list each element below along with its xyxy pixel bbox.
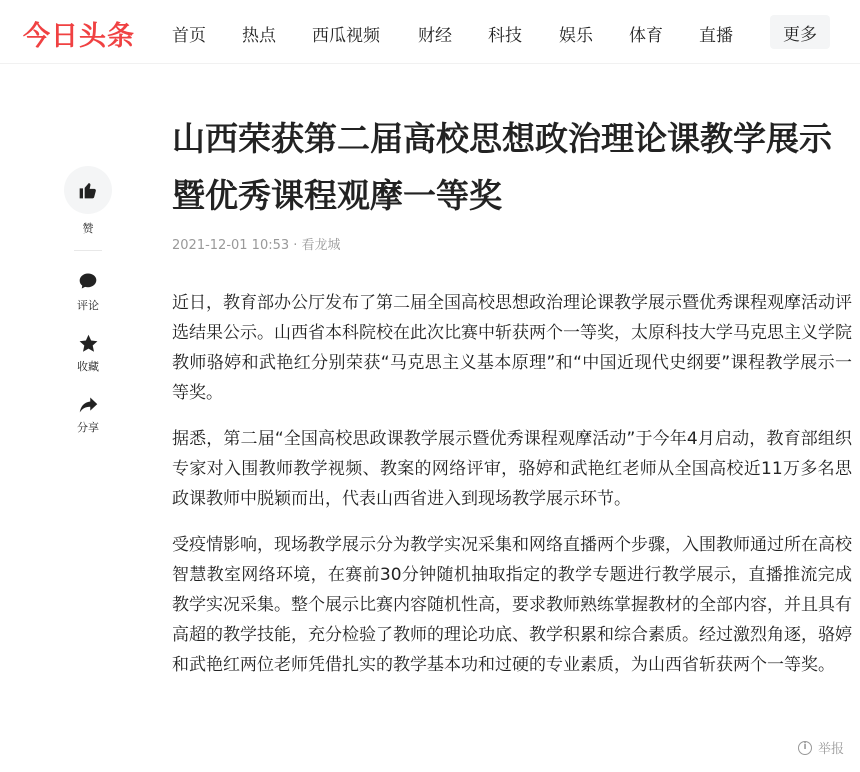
share-label: 分享 xyxy=(77,421,99,434)
article-paragraph: 受疫情影响，现场教学展示分为教学实况采集和网络直播两个步骤，入围教师通过所在高校智慧教室网络环境，在赛前30分钟随机抽取指定的教学专题进行教学展示，直播推流完成教学实况采集。整个展示比赛内容随机性高，要求教师熟练掌握教材的全部内容，并且具有高超的教学技能，充分检验了教师的理论功底、教学积累和综合素质。经过激烈角逐，骆婷和武艳红两位老师凭借扎实的教学基本功和过硬的专业素质，为山西省斩获两个一等奖。 xyxy=(172,535,852,675)
share-icon[interactable] xyxy=(77,393,99,415)
star-icon[interactable] xyxy=(77,332,99,354)
site-logo[interactable]: 今日头条 xyxy=(23,21,135,52)
like-label: 赞 xyxy=(82,222,94,235)
like-button[interactable] xyxy=(64,166,112,214)
comment-icon[interactable] xyxy=(77,270,99,292)
report-label: 举报 xyxy=(818,742,845,757)
nav-item-hot[interactable]: 热点 xyxy=(242,26,276,46)
nav-item-live[interactable]: 直播 xyxy=(699,26,733,46)
nav-more-button[interactable]: 更多 xyxy=(770,15,830,49)
article-body xyxy=(172,288,852,696)
article-paragraph: 近日，教育部办公厅发布了第二届全国高校思想政治理论课教学展示暨优秀课程观摩活动评选结果公示。山西省本科院校在此次比赛中斩获两个一等奖，太原科技大学马克思主义学院教师骆婷和武艳红分别荣获“马克思主义基本原理”和“中国近现代史纲要”课程教学展示一等奖。 xyxy=(172,293,852,403)
nav-item-tech[interactable]: 科技 xyxy=(488,26,522,46)
info-icon: i xyxy=(798,741,812,755)
nav-item-sports[interactable]: 体育 xyxy=(629,26,663,46)
comment-label: 评论 xyxy=(77,299,99,312)
article-meta: 2021-12-01 10:53 · 看龙城 xyxy=(172,238,341,253)
top-navigation-bar xyxy=(0,0,860,64)
sidebar-divider xyxy=(74,250,102,251)
nav-item-entertainment[interactable]: 娱乐 xyxy=(559,26,593,46)
nav-item-xigua-video[interactable]: 西瓜视频 xyxy=(312,26,380,46)
article-paragraph: 据悉，第二届“全国高校思政课教学展示暨优秀课程观摩活动”于今年4月启动，教育部组织专家对入围教师教学视频、教案的网络评审，骆婷和武艳红老师从全国高校近11万多名思政课教师中脱颖而出，代表山西省进入到现场教学展示环节。 xyxy=(172,429,852,509)
report-button[interactable] xyxy=(798,738,844,757)
article-title: 山西荣获第二届高校思想政治理论课教学展示暨优秀课程观摩一等奖 xyxy=(172,119,832,215)
collect-label: 收藏 xyxy=(77,360,99,373)
nav-item-home[interactable]: 首页 xyxy=(172,26,206,46)
nav-item-finance[interactable]: 财经 xyxy=(418,26,452,46)
thumbs-up-icon xyxy=(78,180,98,200)
